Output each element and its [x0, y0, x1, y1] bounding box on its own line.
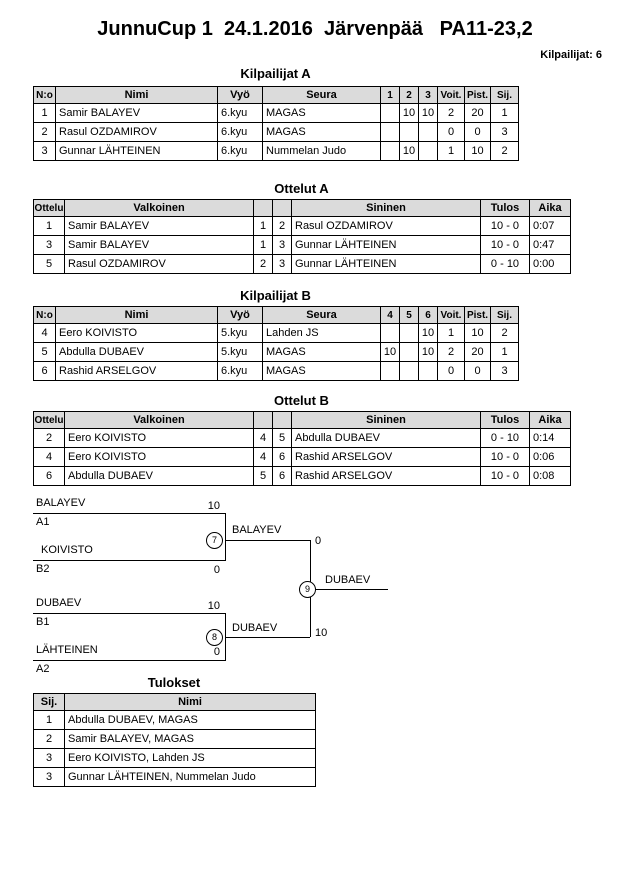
bracket-sf1-top-score: 10: [207, 500, 220, 512]
cell-valkoinen: Abdulla DUBAEV: [65, 467, 254, 486]
col-header-seura: Seura: [263, 87, 381, 104]
bracket-sf1-winner-line: [225, 540, 310, 541]
cell-voit: 1: [438, 324, 465, 343]
bracket-sf1-bottom-score: 0: [213, 564, 220, 576]
cell-pist: 0: [465, 123, 491, 142]
cell-white-no: 4: [254, 429, 273, 448]
col-header-nimi: Nimi: [65, 694, 316, 711]
col-header-m3: 3: [419, 87, 438, 104]
cell-blue-no: 2: [273, 217, 292, 236]
table-header-row: [34, 307, 519, 324]
cell-pist: 20: [465, 104, 491, 123]
table-row: [34, 730, 316, 749]
cell-pist: 0: [465, 362, 491, 381]
bracket-sf1-bottom-line: [33, 560, 225, 561]
cell-nimi: Gunnar LÄHTEINEN: [56, 142, 218, 161]
cell-voit: 1: [438, 142, 465, 161]
cell-tulos: 0 - 10: [481, 255, 530, 274]
cell-sininen: Gunnar LÄHTEINEN: [292, 236, 481, 255]
bracket-sf1-top-seed: A1: [36, 516, 50, 528]
cell-nimi: Eero KOIVISTO, Lahden JS: [65, 749, 316, 768]
bracket-sf2-top-seed: B1: [36, 616, 50, 628]
table-row: [34, 123, 519, 142]
cell-m3: 10: [419, 324, 438, 343]
table-kilpailijat-a: [33, 86, 519, 161]
col-header-vyo: Vyö: [218, 87, 263, 104]
cell-ottelu: 2: [34, 429, 65, 448]
cell-voit: 0: [438, 123, 465, 142]
bracket-final-match-number: 9: [299, 581, 316, 598]
cell-white-no: 1: [254, 236, 273, 255]
cell-tulos: 10 - 0: [481, 448, 530, 467]
bracket-sf2-bottom-seed: A2: [36, 663, 50, 675]
col-header-blank: [273, 200, 292, 217]
col-header-sij: Sij.: [34, 694, 65, 711]
col-header-m2: 5: [400, 307, 419, 324]
cell-nimi: Eero KOIVISTO: [56, 324, 218, 343]
table-row: [34, 343, 519, 362]
cell-seura: Lahden JS: [263, 324, 381, 343]
cell-vyo: 6.kyu: [218, 142, 263, 161]
bracket-final-top-score: 0: [315, 535, 322, 547]
cell-no: 2: [34, 123, 56, 142]
cell-m1: [381, 123, 400, 142]
table-row: [34, 104, 519, 123]
cell-valkoinen: Samir BALAYEV: [65, 217, 254, 236]
cell-no: 1: [34, 104, 56, 123]
cell-aika: 0:07: [530, 217, 571, 236]
cell-white-no: 4: [254, 448, 273, 467]
cell-sij: 2: [491, 142, 519, 161]
cell-blue-no: 6: [273, 467, 292, 486]
cell-white-no: 5: [254, 467, 273, 486]
cell-aika: 0:14: [530, 429, 571, 448]
cell-nimi: Rashid ARSELGOV: [56, 362, 218, 381]
cell-m1: [381, 142, 400, 161]
cell-nimi: Samir BALAYEV: [56, 104, 218, 123]
col-header-voit: Voit.: [438, 307, 465, 324]
cell-no: 4: [34, 324, 56, 343]
col-header-nimi: Nimi: [56, 87, 218, 104]
cell-m2: [400, 324, 419, 343]
col-header-nimi: Nimi: [56, 307, 218, 324]
cell-blue-no: 6: [273, 448, 292, 467]
table-header-row: [34, 694, 316, 711]
cell-blue-no: 5: [273, 429, 292, 448]
cell-ottelu: 4: [34, 448, 65, 467]
bracket-sf1-bottom-seed: B2: [36, 563, 50, 575]
bracket-sf2-bottom-name: LÄHTEINEN: [36, 644, 98, 656]
cell-m2: 10: [400, 142, 419, 161]
col-header-voit: Voit.: [438, 87, 465, 104]
table-row: [34, 448, 571, 467]
cell-sij: 3: [491, 123, 519, 142]
bracket-sf2-bottom-score: 0: [213, 646, 220, 658]
table-row: [34, 324, 519, 343]
col-header-blank: [273, 412, 292, 429]
cell-vyo: 6.kyu: [218, 123, 263, 142]
bracket-sf1-bottom-name: KOIVISTO: [41, 544, 93, 556]
cell-sij: 3: [34, 749, 65, 768]
table-row: [34, 362, 519, 381]
cell-nimi: Abdulla DUBAEV: [56, 343, 218, 362]
cell-blue-no: 3: [273, 236, 292, 255]
cell-tulos: 0 - 10: [481, 429, 530, 448]
col-header-aika: Aika: [530, 200, 571, 217]
cell-m3: [419, 362, 438, 381]
cell-sininen: Rashid ARSELGOV: [292, 448, 481, 467]
col-header-m3: 6: [419, 307, 438, 324]
cell-vyo: 5.kyu: [218, 324, 263, 343]
cell-m1: [381, 324, 400, 343]
competitors-count: Kilpailijat: 6: [540, 49, 602, 61]
cell-seura: MAGAS: [263, 104, 381, 123]
col-header-pist: Pist.: [465, 87, 491, 104]
bracket-sf2-bottom-line: [33, 660, 225, 661]
bracket-final-bottom-score: 10: [315, 627, 328, 639]
cell-nimi: Gunnar LÄHTEINEN, Nummelan Judo: [65, 768, 316, 787]
col-header-blank: [254, 412, 273, 429]
col-header-no: N:o: [34, 307, 56, 324]
cell-seura: MAGAS: [263, 123, 381, 142]
col-header-sininen: Sininen: [292, 200, 481, 217]
bracket-final-winner-name: DUBAEV: [325, 574, 371, 586]
table-header-row: [34, 200, 571, 217]
cell-ottelu: 5: [34, 255, 65, 274]
table-ottelut-a: [33, 199, 571, 274]
cell-white-no: 2: [254, 255, 273, 274]
table-row: [34, 429, 571, 448]
cell-aika: 0:47: [530, 236, 571, 255]
cell-nimi: Samir BALAYEV, MAGAS: [65, 730, 316, 749]
cell-m2: [400, 123, 419, 142]
cell-tulos: 10 - 0: [481, 217, 530, 236]
col-header-sininen: Sininen: [292, 412, 481, 429]
bracket-sf2-winner-line: [225, 637, 310, 638]
cell-nimi: Rasul OZDAMIROV: [56, 123, 218, 142]
table-row: [34, 467, 571, 486]
cell-vyo: 6.kyu: [218, 362, 263, 381]
table-row: [34, 768, 316, 787]
col-header-pist: Pist.: [465, 307, 491, 324]
cell-valkoinen: Eero KOIVISTO: [65, 429, 254, 448]
cell-tulos: 10 - 0: [481, 467, 530, 486]
cell-sininen: Rashid ARSELGOV: [292, 467, 481, 486]
table-row: [34, 217, 571, 236]
cell-aika: 0:00: [530, 255, 571, 274]
cell-sij: 1: [491, 343, 519, 362]
col-header-vyo: Vyö: [218, 307, 263, 324]
table-kilpailijat-b: [33, 306, 519, 381]
cell-no: 5: [34, 343, 56, 362]
cell-sininen: Abdulla DUBAEV: [292, 429, 481, 448]
cell-voit: 2: [438, 343, 465, 362]
bracket-sf1-match-number: 7: [206, 532, 223, 549]
bracket-sf1-winner-name: BALAYEV: [232, 524, 282, 536]
cell-sij: 2: [34, 730, 65, 749]
cell-valkoinen: Eero KOIVISTO: [65, 448, 254, 467]
bracket-sf1-top-line: [33, 513, 225, 514]
col-header-ottelu: Ottelu: [34, 412, 65, 429]
col-header-valkoinen: Valkoinen: [65, 200, 254, 217]
cell-nimi: Abdulla DUBAEV, MAGAS: [65, 711, 316, 730]
cell-aika: 0:08: [530, 467, 571, 486]
cell-voit: 0: [438, 362, 465, 381]
table-row: [34, 711, 316, 730]
section-heading-tulokset: Tulokset: [147, 675, 201, 690]
cell-valkoinen: Rasul OZDAMIROV: [65, 255, 254, 274]
col-header-tulos: Tulos: [481, 200, 530, 217]
bracket-sf2-top-name: DUBAEV: [36, 597, 82, 609]
section-heading-ottelut-a: Ottelut A: [274, 181, 329, 196]
cell-m1: 10: [381, 343, 400, 362]
cell-pist: 10: [465, 324, 491, 343]
bracket-sf2-top-line: [33, 613, 225, 614]
table-header-row: [34, 87, 519, 104]
cell-m3: 10: [419, 343, 438, 362]
cell-sij: 3: [491, 362, 519, 381]
cell-vyo: 6.kyu: [218, 104, 263, 123]
cell-m2: 10: [400, 104, 419, 123]
table-row: [34, 142, 519, 161]
table-ottelut-b: [33, 411, 571, 486]
bracket-sf1-connector: [225, 513, 226, 561]
table-header-row: [34, 412, 571, 429]
cell-m2: [400, 343, 419, 362]
cell-m3: [419, 123, 438, 142]
cell-sij: 3: [34, 768, 65, 787]
bracket-sf2-winner-name: DUBAEV: [232, 622, 278, 634]
bracket-final-winner-line: [310, 589, 388, 590]
cell-pist: 10: [465, 142, 491, 161]
cell-no: 6: [34, 362, 56, 381]
bracket-sf1-top-name: BALAYEV: [36, 497, 86, 509]
cell-pist: 20: [465, 343, 491, 362]
cell-sij: 1: [491, 104, 519, 123]
medal-bracket: [0, 493, 430, 678]
col-header-aika: Aika: [530, 412, 571, 429]
cell-tulos: 10 - 0: [481, 236, 530, 255]
cell-valkoinen: Samir BALAYEV: [65, 236, 254, 255]
cell-sij: 1: [34, 711, 65, 730]
cell-voit: 2: [438, 104, 465, 123]
col-header-tulos: Tulos: [481, 412, 530, 429]
col-header-no: N:o: [34, 87, 56, 104]
col-header-ottelu: Ottelu: [34, 200, 65, 217]
col-header-m1: 4: [381, 307, 400, 324]
col-header-m1: 1: [381, 87, 400, 104]
cell-ottelu: 6: [34, 467, 65, 486]
cell-m3: 10: [419, 104, 438, 123]
cell-seura: MAGAS: [263, 343, 381, 362]
cell-vyo: 5.kyu: [218, 343, 263, 362]
page-title: JunnuCup 1 24.1.2016 Järvenpää PA11-23,2: [97, 18, 533, 40]
cell-blue-no: 3: [273, 255, 292, 274]
col-header-valkoinen: Valkoinen: [65, 412, 254, 429]
cell-m3: [419, 142, 438, 161]
cell-no: 3: [34, 142, 56, 161]
cell-seura: Nummelan Judo: [263, 142, 381, 161]
cell-sininen: Rasul OZDAMIROV: [292, 217, 481, 236]
col-header-sij: Sij.: [491, 307, 519, 324]
cell-m2: [400, 362, 419, 381]
bracket-sf2-top-score: 10: [207, 600, 220, 612]
table-row: [34, 749, 316, 768]
section-heading-kilpailijat-b: Kilpailijat B: [240, 288, 311, 303]
table-row: [34, 236, 571, 255]
cell-sininen: Gunnar LÄHTEINEN: [292, 255, 481, 274]
table-tulokset: [33, 693, 316, 787]
table-row: [34, 255, 571, 274]
cell-m1: [381, 362, 400, 381]
cell-seura: MAGAS: [263, 362, 381, 381]
cell-ottelu: 1: [34, 217, 65, 236]
col-header-blank: [254, 200, 273, 217]
cell-white-no: 1: [254, 217, 273, 236]
col-header-seura: Seura: [263, 307, 381, 324]
cell-sij: 2: [491, 324, 519, 343]
cell-ottelu: 3: [34, 236, 65, 255]
section-heading-kilpailijat-a: Kilpailijat A: [240, 66, 311, 81]
cell-aika: 0:06: [530, 448, 571, 467]
col-header-m2: 2: [400, 87, 419, 104]
section-heading-ottelut-b: Ottelut B: [274, 393, 329, 408]
cell-m1: [381, 104, 400, 123]
bracket-sf2-match-number: 8: [206, 629, 223, 646]
col-header-sij: Sij.: [491, 87, 519, 104]
